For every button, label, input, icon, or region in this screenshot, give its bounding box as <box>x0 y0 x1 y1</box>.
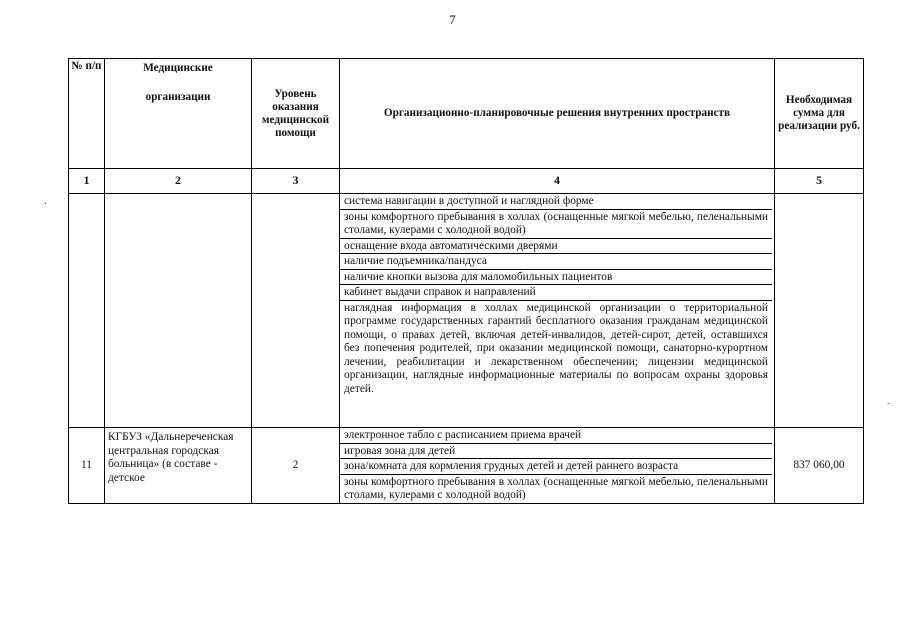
list-item: зоны комфортного пребывания в холлах (оснащенные мягкой мебелью, пеленальными столами, кулерами с холодной водой) <box>340 210 772 239</box>
header-number-label: № п/п <box>71 60 102 72</box>
list-item: игровая зона для детей <box>340 444 772 460</box>
organization-name: КГБУЗ «Дальнереченская центральная городская больница» (в составе - детское <box>105 428 252 504</box>
list-item: наличие подъемника/пандуса <box>340 254 772 270</box>
list-item: кабинет выдачи справок и направлений <box>340 285 772 301</box>
page-number: 7 <box>449 12 456 27</box>
cell-level-empty <box>252 194 340 428</box>
header-organizations <box>105 59 252 169</box>
header-solutions-label: Организационно-планировочные решения внутренних пространств <box>383 107 731 119</box>
column-number: 3 <box>252 169 340 194</box>
column-number: 1 <box>69 169 105 194</box>
care-level: 2 <box>252 428 340 504</box>
list-item: система навигации в доступной и наглядной форме <box>340 194 772 210</box>
column-number: 5 <box>775 169 864 194</box>
cell-solutions <box>340 428 775 504</box>
header-sum <box>775 59 864 169</box>
margin-mark: - <box>887 398 891 409</box>
header-organizations-line1: Медицинские <box>143 62 213 74</box>
list-item: зоны комфортного пребывания в холлах (оснащенные мягкой мебелью, пеленальными столами, кулерами с холодной водой) <box>344 475 768 501</box>
cell-organization-empty <box>105 194 252 428</box>
list-item: зона/комната для кормления грудных детей и детей раннего возраста <box>340 459 772 475</box>
list-item: наличие кнопки вызова для маломобильных пациентов <box>340 270 772 286</box>
required-sum: 837 060,00 <box>775 428 864 504</box>
organizations-table <box>68 58 864 504</box>
column-number: 4 <box>340 169 775 194</box>
cell-solutions <box>340 194 775 428</box>
row-number: 11 <box>69 428 105 504</box>
list-item: электронное табло с расписанием приема врачей <box>340 428 772 444</box>
list-item: наглядная информация в холлах медицинской организации о территориальной программе государственных гарантий бесплатного оказания гражданам медицинской помощи, о правах детей, включая детей-инвалидов, детей-сирот, детей, оставшихся без попечения родителей, при оказании медицинской помощи, санаторно-курортном лечении, реабилитации и лекарственном обеспечении; лицензии медицинской организации, наглядные информационные материалы по вопросам охраны здоровья детей. <box>344 301 768 395</box>
cell-number-empty <box>69 194 105 428</box>
header-level <box>252 59 340 169</box>
margin-mark: . <box>44 196 47 207</box>
header-organizations-line2: организации <box>145 91 211 103</box>
column-number: 2 <box>105 169 252 194</box>
table-row-11 <box>69 428 864 504</box>
cell-sum-empty <box>775 194 864 428</box>
header-sum-label: Необходимая сумма для реализации руб. <box>778 94 860 132</box>
header-number <box>69 59 105 169</box>
table-header-row <box>69 59 864 169</box>
header-solutions <box>340 59 775 169</box>
list-item: оснащение входа автоматическими дверями <box>340 239 772 255</box>
column-number-row <box>69 169 864 194</box>
table-row-continued <box>69 194 864 428</box>
header-level-label: Уровень оказания медицинской помощи <box>261 87 330 139</box>
